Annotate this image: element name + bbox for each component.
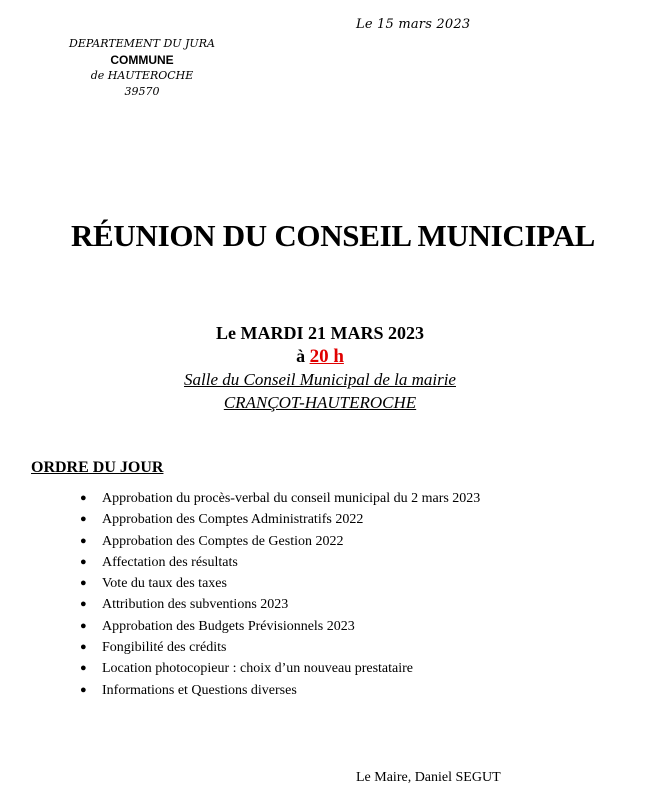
bullet-icon: ● — [80, 598, 87, 611]
meeting-time: 20 h — [309, 346, 344, 367]
agenda-item — [80, 509, 480, 530]
agenda-item-text: Approbation des Budgets Prévisionnels 2023 — [102, 618, 355, 634]
agenda-item — [80, 594, 480, 615]
agenda-item — [80, 616, 480, 637]
agenda-item-text: Informations et Questions diverses — [102, 682, 297, 698]
letterhead-postcode: 39570 — [124, 85, 160, 98]
meeting-details — [0, 322, 640, 414]
agenda-item — [80, 680, 480, 701]
agenda-item-text: Vote du taux des taxes — [102, 576, 227, 592]
bullet-icon: ● — [80, 577, 87, 590]
bullet-icon: ● — [80, 619, 87, 632]
agenda-item-text: Affectation des résultats — [102, 554, 238, 570]
letterhead — [42, 36, 242, 100]
agenda-item-text: Attribution des subventions 2023 — [102, 597, 289, 613]
meeting-day: Le MARDI 21 MARS 2023 — [216, 323, 424, 343]
meeting-time-line — [0, 345, 640, 368]
letterhead-commune: COMMUNE — [110, 53, 174, 67]
agenda-title: ORDRE DU JOUR — [31, 459, 164, 476]
agenda-item — [80, 488, 480, 509]
bullet-icon: ● — [80, 555, 87, 568]
agenda-item — [80, 531, 480, 552]
agenda-list — [80, 488, 480, 701]
agenda-item — [80, 552, 480, 573]
agenda-item-text: Fongibilité des crédits — [102, 640, 227, 656]
bullet-icon: ● — [80, 534, 87, 547]
bullet-icon: ● — [80, 641, 87, 654]
document-date: Le 15 mars 2023 — [356, 17, 471, 32]
meeting-at: à — [296, 346, 306, 366]
agenda-item-text: Location photocopieur : choix d’un nouveau prestataire — [102, 661, 414, 677]
agenda-item — [80, 573, 480, 594]
bullet-icon: ● — [80, 513, 87, 526]
meeting-venue-town: CRANÇOT-HAUTEROCHE — [223, 393, 417, 412]
bullet-icon: ● — [80, 492, 87, 504]
mayor-signature: Le Maire, Daniel SEGUT — [356, 770, 501, 785]
meeting-venue-room: Salle du Conseil Municipal de la mairie — [184, 370, 456, 389]
letterhead-town: de HAUTEROCHE — [90, 69, 194, 82]
bullet-icon: ● — [80, 683, 87, 696]
page-title: RÉUNION DU CONSEIL MUNICIPAL — [70, 218, 596, 253]
bullet-icon: ● — [80, 662, 87, 675]
agenda-item — [80, 637, 480, 658]
agenda-item-text: Approbation des Comptes Administratifs 2022 — [102, 512, 364, 528]
agenda-item — [80, 658, 480, 679]
agenda-item-text: Approbation des Comptes de Gestion 2022 — [102, 533, 344, 549]
letterhead-department: DEPARTEMENT DU JURA — [69, 37, 215, 50]
agenda-item-text: Approbation du procès-verbal du conseil municipal du 2 mars 2023 — [102, 491, 481, 506]
